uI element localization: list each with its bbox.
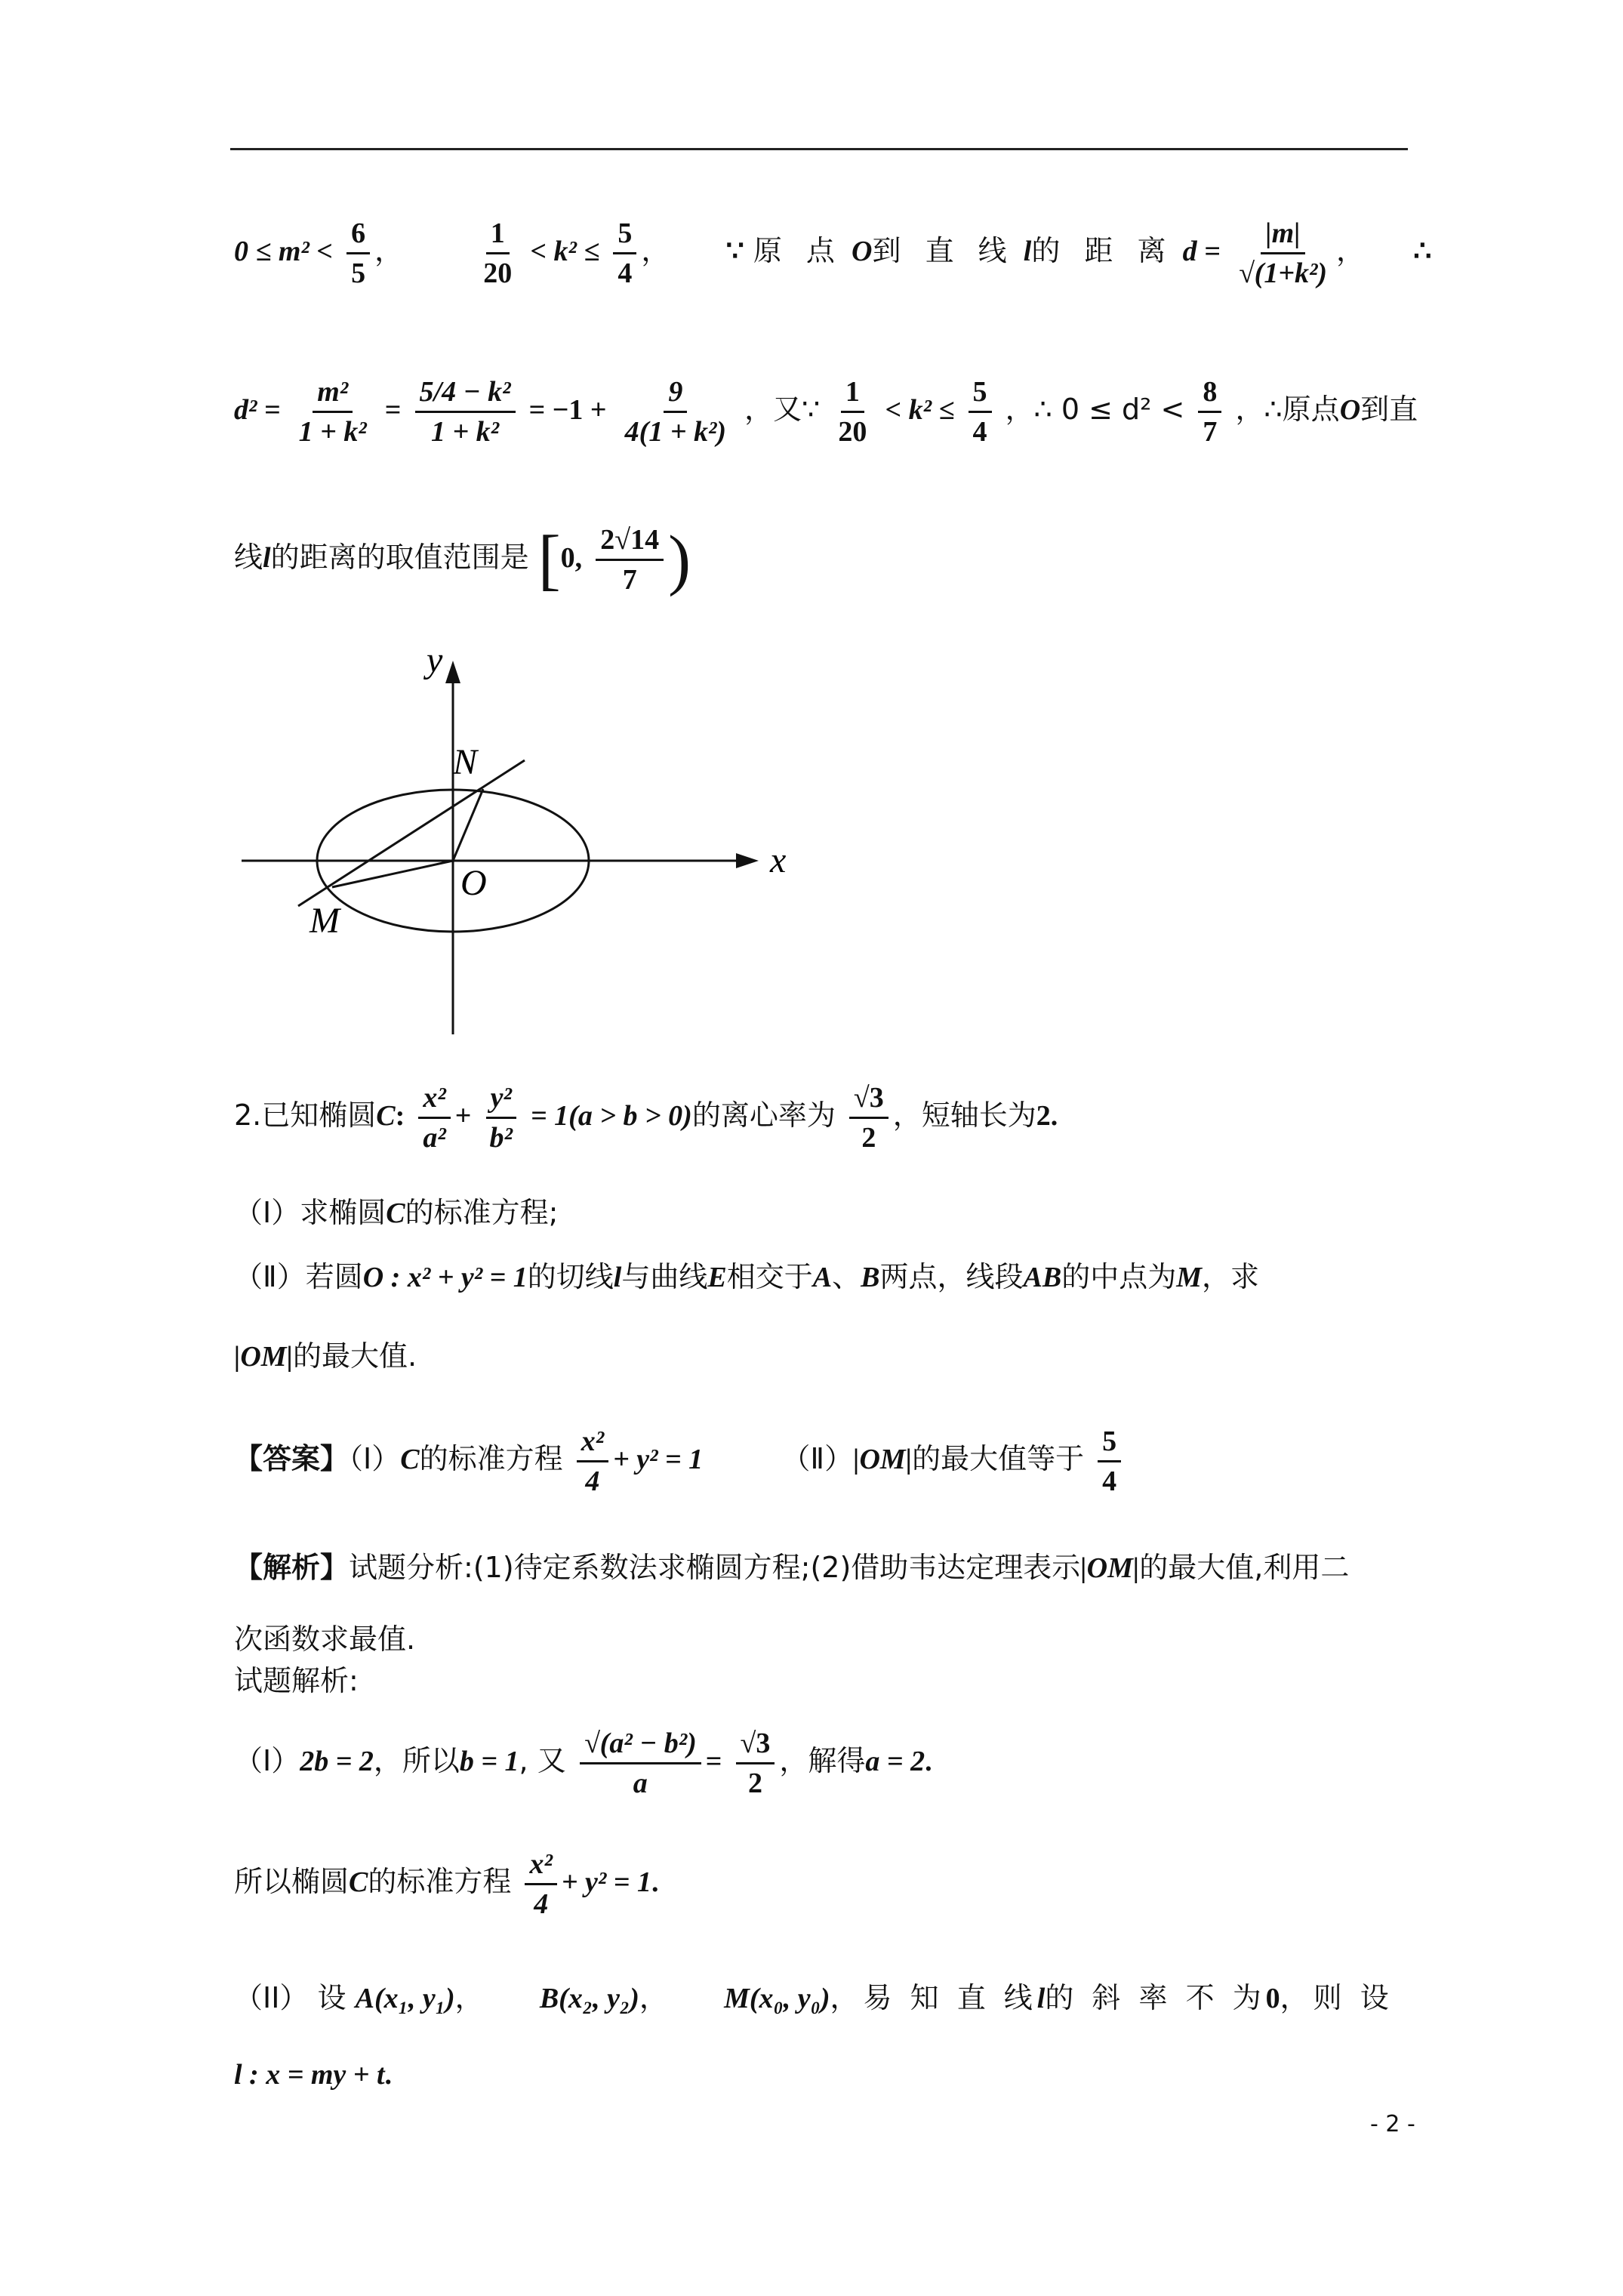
x-label: x [770, 840, 787, 880]
distance-formula: $\frac{|m|}{\text{√(1+k²)}}$ [1238, 217, 1328, 289]
M-label: M [310, 901, 340, 941]
segment-OM [332, 861, 453, 887]
answer-line: 【答案】（Ⅰ）C的标准方程 $\frac{\text{x²}}{4}$ + y² = 1 （Ⅱ）|OM|的最大值等于 $\frac{5}{4}$ [234, 1427, 1126, 1496]
ellipse-figure [234, 634, 808, 1045]
solution-2-line: （II） 设 A(x₁, y₁)， B(x₂, y₂)， M(x₀, y₀)，易 知 直 线l的 斜 率 不 为0，则 设 [234, 1981, 1394, 2014]
part-2-question-cont: |OM|的最大值. [234, 1339, 417, 1373]
problem-2-statement: 2.已知椭圆C: $\frac{\text{x²}}{\text{a²}}$ + $\frac{\text{y²}}{\text{b²}}$ = 1(a > b > 0)的离心率为 $\frac{√3}{2}$ ，短轴长为2. [234, 1082, 1058, 1154]
derivation-line-1: 0 ≤ m² < $\frac{6}{5}$ ， $\frac{1}{20}$ < k² ≤ $\frac{5}{4}$ ， ∵ 原 点 O到 直 线 l的 距 离 d = $\frac{|m|}{\text{√(1+k²)}}$ ， ∴ [234, 217, 1432, 289]
N-label: N [453, 742, 478, 782]
fraction-5-4: $\frac{5}{4}$ [613, 219, 636, 288]
line-l [298, 760, 525, 906]
y-axis-arrow-icon [445, 661, 460, 683]
segment-ON [453, 789, 483, 861]
part-2-question: （Ⅱ）若圆O : x² + y² = 1的切线l与曲线E相交于A、B两点，线段AB的中点为M，求 [234, 1260, 1260, 1293]
O-label: O [460, 863, 487, 903]
ellipse-diagram [234, 634, 808, 1042]
fraction-6-5: $\frac{6}{5}$ [346, 219, 370, 288]
y-label: y [427, 640, 443, 680]
m-squared-range: 0 ≤ m² < [234, 236, 333, 267]
solution-1-line: （I）2b = 2，所以b = 1, 又 $\frac{\text{√(a² − b²)}}{a}$ = $\frac{√3}{2}$ ，解得a = 2. [234, 1727, 932, 1799]
analysis-line-2: 次函数求最值. [234, 1623, 416, 1656]
fraction-1-20: $\frac{1}{20}$ [483, 217, 513, 289]
part-1-question: （Ⅰ）求椭圆C的标准方程; [234, 1196, 559, 1229]
derivation-line-2: d² = $\frac{\text{m²}}{\text{1 + k²}}$ = $\frac{\text{5/4 − k²}}{\text{1 + k²}}$ = −1 + $\frac{9}{\text{4(1 + k²)}}$ ，又∵ $\frac{1}{20}$ < k² ≤ $\frac{5}{4}$ ，∴ 0 ≤ d² < $\frac{8}{7}$ ，∴原点O到直 [234, 376, 1418, 448]
analysis-line-1: 【解析】试题分析:(1)待定系数法求椭圆方程;(2)借助韦达定理表示|OM|的最大值,利用二 [234, 1551, 1350, 1584]
analysis-line-3: 试题解析: [234, 1664, 359, 1697]
page-number: - 2 - [1370, 2111, 1415, 2137]
x-axis-arrow-icon [736, 853, 759, 868]
solution-2-line-cont: l : x = my + t. [234, 2059, 392, 2091]
solution-1-result: 所以椭圆C的标准方程 $\frac{\text{x²}}{4}$ + y² = 1. [234, 1848, 659, 1920]
derivation-line-3: 线l的距离的取值范围是 [0, $\frac{2√14}{7}$ ) [234, 522, 691, 597]
header-rule [230, 148, 1408, 150]
